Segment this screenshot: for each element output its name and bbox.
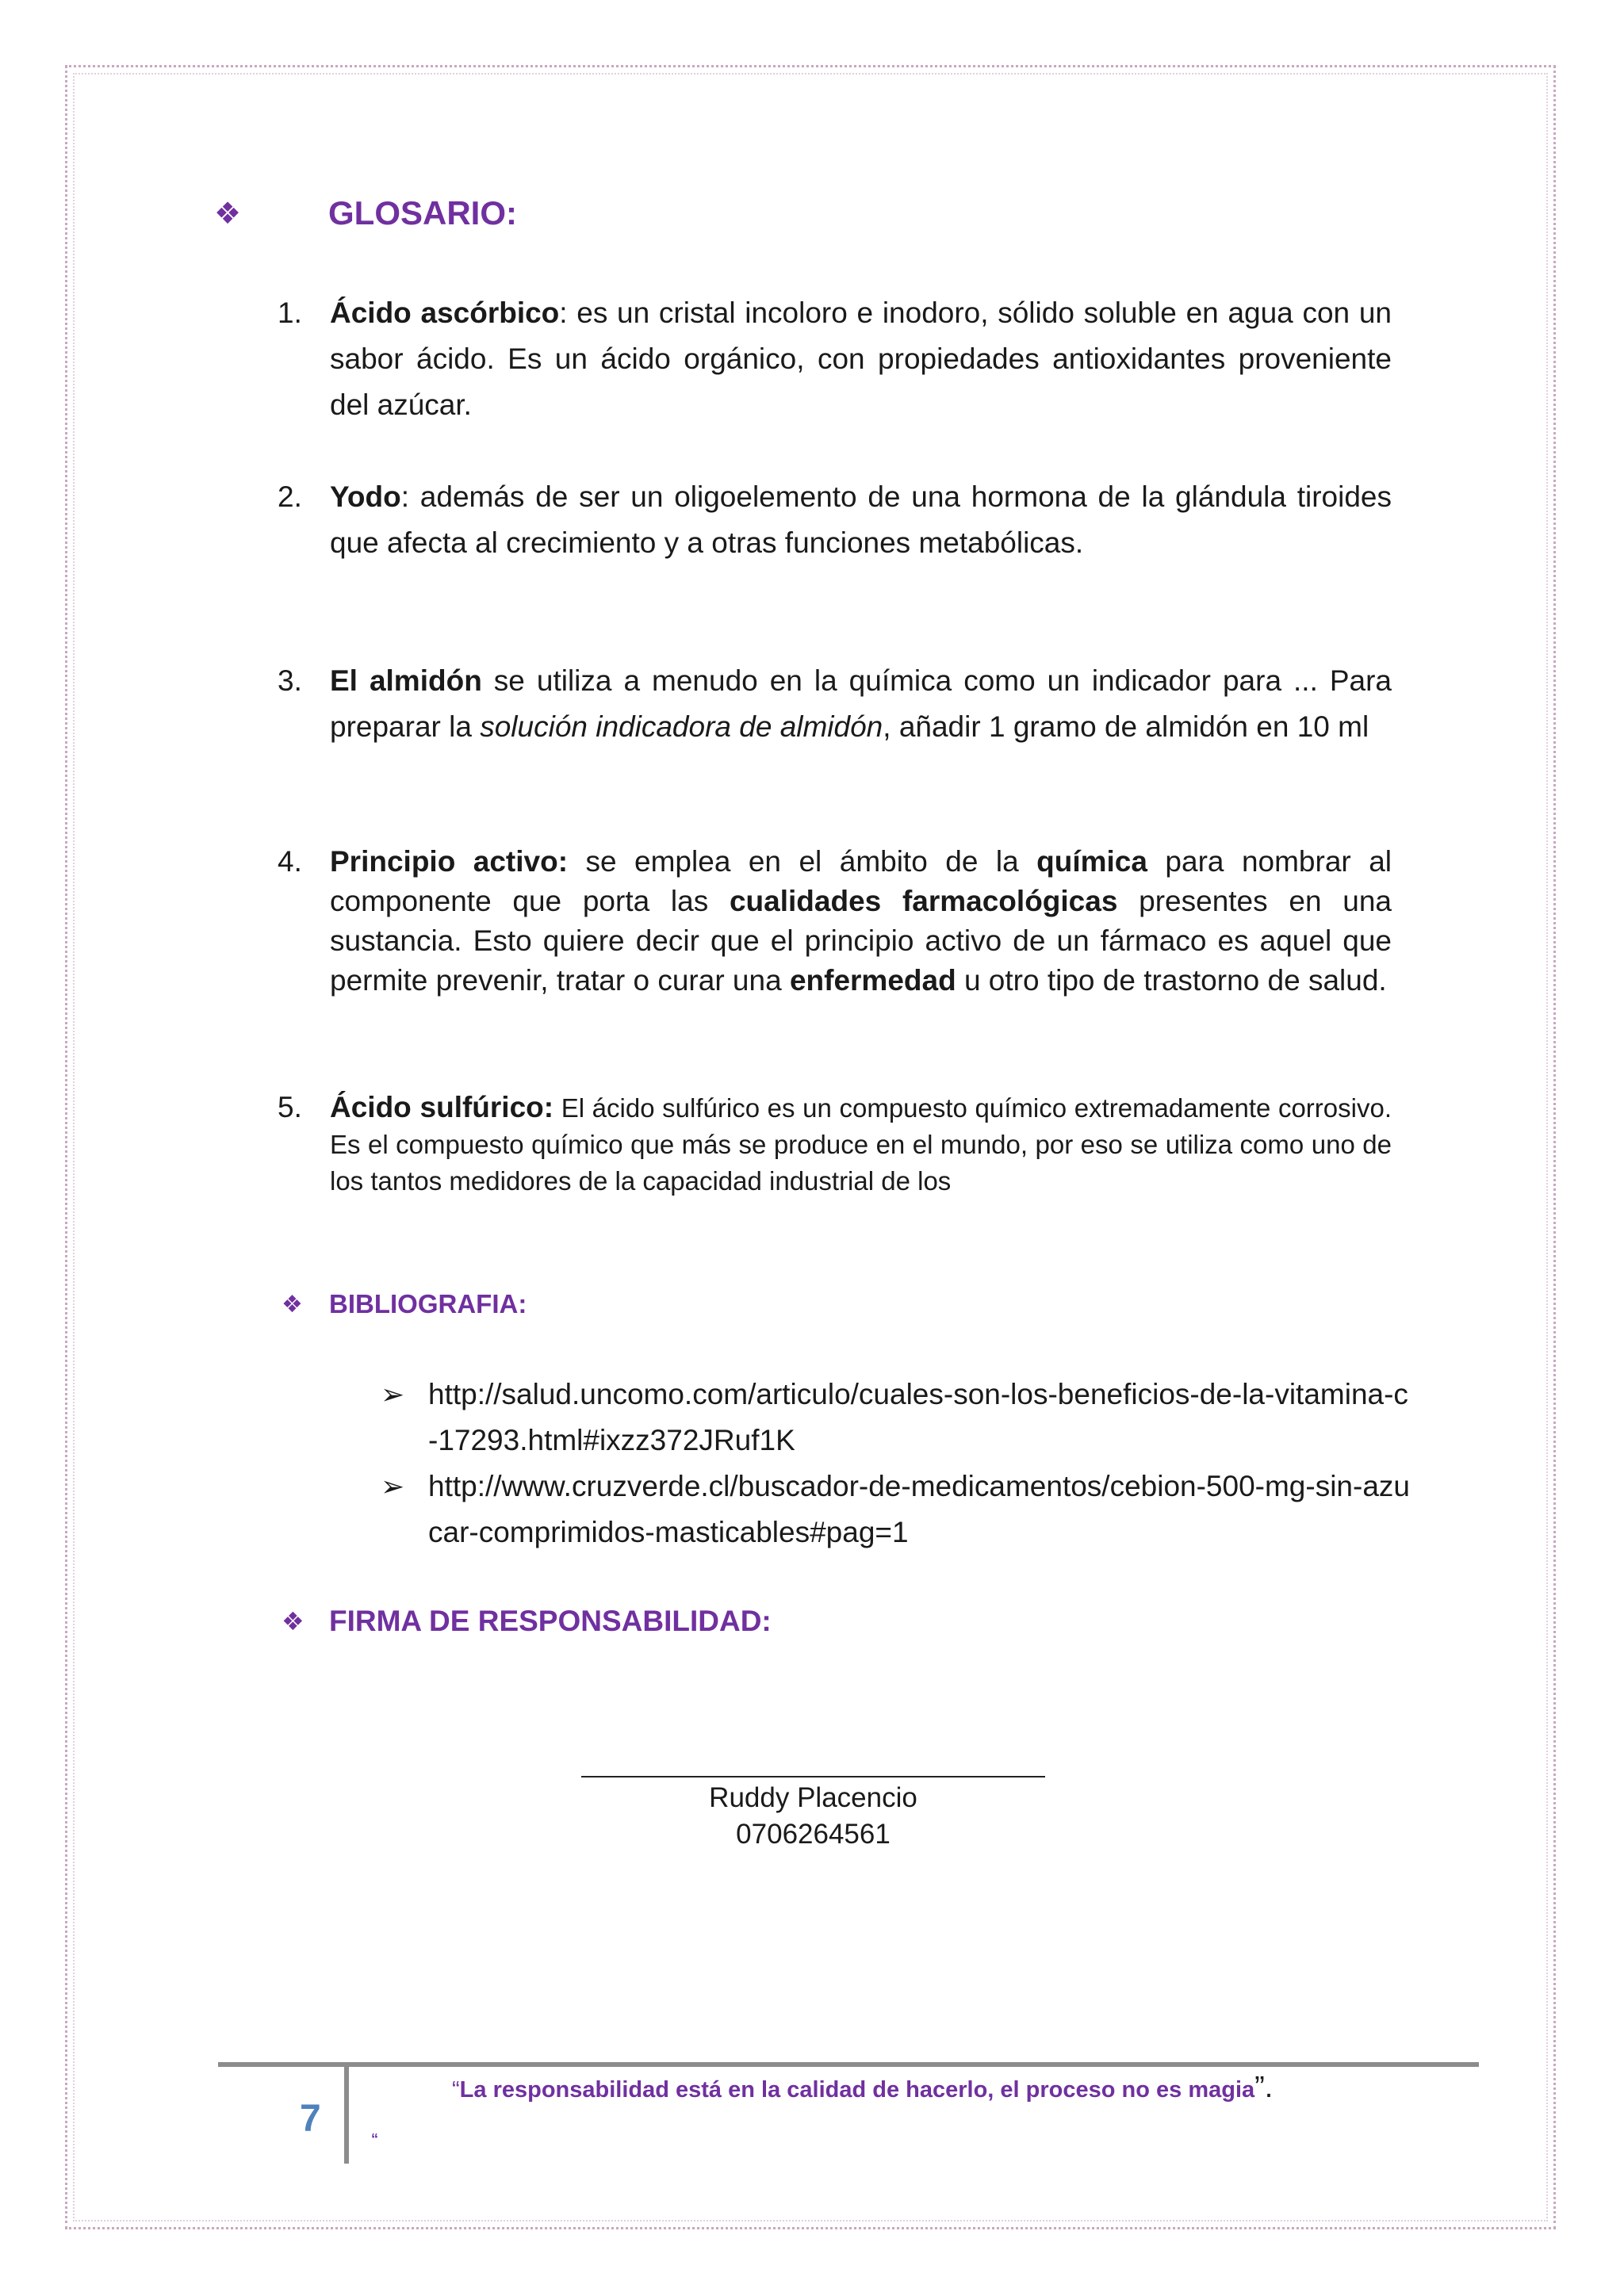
item-definition-italic: solución indicadora de almidón bbox=[480, 710, 883, 743]
item-number: 1. bbox=[278, 297, 302, 329]
item-bold-3: enfermedad bbox=[789, 964, 956, 997]
item-number: 2. bbox=[278, 480, 302, 513]
bibliografia-heading bbox=[282, 1289, 527, 1319]
item-text bbox=[330, 474, 1392, 566]
item-definition: : además de ser un oligoelemento de una hormona de la glándula tiroides que afecta al crecimiento y a otras funciones metabólicas. bbox=[330, 480, 1392, 559]
item-definition-a: se utiliza a menudo en la química como un indicador para ... Para preparar la bbox=[330, 664, 1392, 743]
page-number: 7 bbox=[300, 2098, 321, 2140]
item-definition-c: presentes en una sustancia. Esto quiere decir que el principio activo de un fármaco es aquel que permite prevenir, tratar o curar una bbox=[330, 885, 1392, 997]
item-term: El almidón bbox=[330, 664, 482, 697]
item-term: Yodo bbox=[330, 480, 401, 513]
item-text bbox=[330, 290, 1392, 428]
item-term: Principio activo: bbox=[330, 845, 569, 878]
item-number: 4. bbox=[278, 845, 302, 878]
signer-id: 0706264561 bbox=[736, 1819, 891, 1850]
firma-heading bbox=[282, 1605, 772, 1638]
item-definition: : es un cristal incoloro e inodoro, sólido soluble en agua con un sabor ácido. Es un ácido orgánico, con propiedades antioxidantes proveniente del azúcar. bbox=[330, 297, 1392, 421]
firma-title: FIRMA DE RESPONSABILIDAD: bbox=[329, 1605, 772, 1637]
signer-name: Ruddy Placencio bbox=[709, 1782, 917, 1813]
item-definition-d: u otro tipo de trastorno de salud. bbox=[956, 964, 1387, 997]
item-text bbox=[330, 658, 1392, 750]
item-definition-b: , añadir 1 gramo de almidón en 10 ml bbox=[883, 710, 1369, 743]
item-definition-a: se emplea en el ámbito de la bbox=[568, 845, 1037, 878]
arrow-bullet-icon: ➢ bbox=[381, 1378, 405, 1410]
bibliografia-title: BIBLIOGRAFIA: bbox=[329, 1289, 527, 1318]
item-definition: El ácido sulfúrico es un compuesto químico extremadamente corrosivo. Es el compuesto químico que más se produce en el mundo, por eso se utiliza como uno de los tantos medidores de la capacidad industrial de los bbox=[330, 1093, 1392, 1196]
quote-close-mark: ”. bbox=[1254, 2071, 1274, 2104]
arrow-bullet-icon: ➢ bbox=[381, 1470, 405, 1502]
item-number: 3. bbox=[278, 664, 302, 697]
item-text bbox=[330, 842, 1392, 1001]
diamond-bullet-icon: ❖ bbox=[282, 1607, 304, 1636]
item-definition-b: para nombrar al componente que porta las bbox=[330, 845, 1392, 917]
glosario-heading bbox=[214, 194, 517, 232]
item-number: 5. bbox=[278, 1091, 302, 1123]
quote-text: La responsabilidad está en la calidad de hacerlo, el proceso no es magia bbox=[459, 2077, 1255, 2103]
item-bold-1: química bbox=[1036, 845, 1147, 878]
bibliography-link-2[interactable]: http://www.cruzverde.cl/buscador-de-medicamentos/cebion-500-mg-sin-azucar-comprimidos-masticables#pag=1 bbox=[428, 1470, 1410, 1548]
item-term: Ácido ascórbico bbox=[330, 297, 560, 329]
glosario-title: GLOSARIO: bbox=[328, 194, 517, 232]
signature-line bbox=[581, 1776, 1045, 1777]
bibliography-item-1 bbox=[381, 1372, 1411, 1464]
item-term: Ácido sulfúrico: bbox=[330, 1091, 554, 1123]
footer-divider bbox=[344, 2062, 349, 2164]
footer-quote bbox=[452, 2071, 1273, 2105]
footer-rule bbox=[218, 2062, 1479, 2067]
item-text bbox=[330, 1089, 1392, 1200]
quote-open-mark: “ bbox=[452, 2077, 460, 2103]
bibliography-item-2 bbox=[381, 1464, 1411, 1556]
diamond-bullet-icon: ❖ bbox=[214, 197, 242, 231]
diamond-bullet-icon: ❖ bbox=[282, 1291, 303, 1318]
item-bold-2: cualidades farmacológicas bbox=[729, 885, 1118, 917]
bibliography-link-1[interactable]: http://salud.uncomo.com/articulo/cuales-son-los-beneficios-de-la-vitamina-c-17293.html#ixzz372JRuf1K bbox=[428, 1378, 1408, 1456]
footer-small-quote-mark: “ bbox=[371, 2131, 378, 2147]
